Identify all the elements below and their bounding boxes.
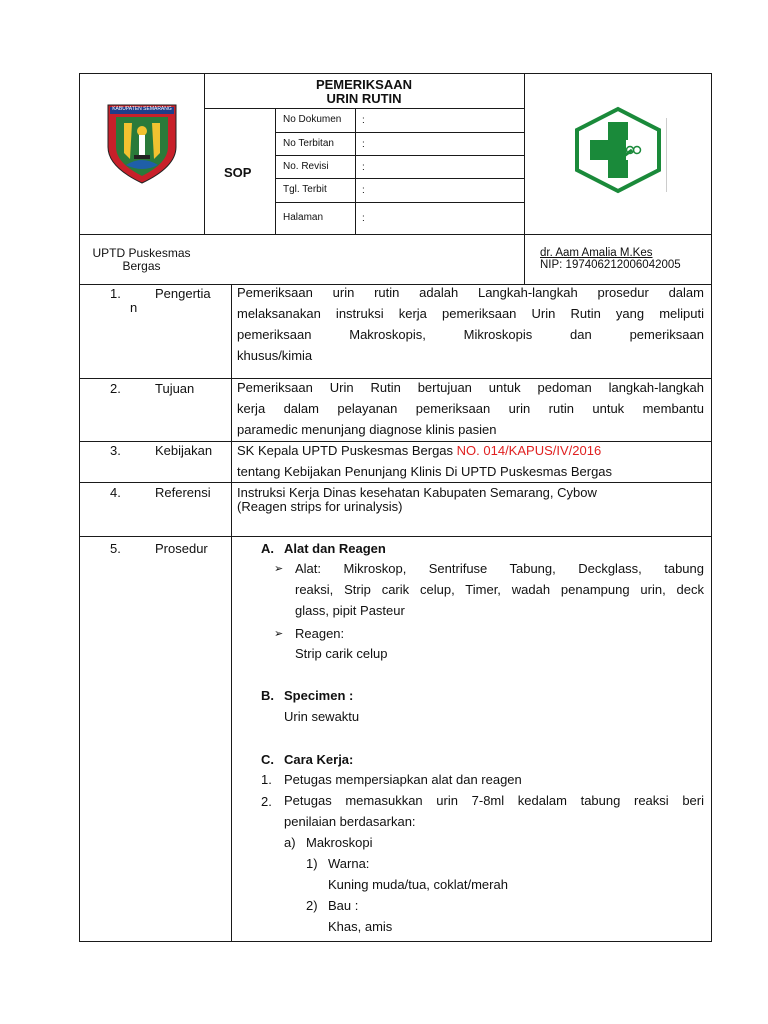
section-number-4: 4. — [110, 485, 121, 500]
section-number-5: 5. — [110, 541, 121, 556]
item-2-label: Bau : — [328, 898, 359, 913]
field-value-halaman: : — [362, 213, 365, 224]
sub-a-text: Makroskopi — [306, 835, 373, 850]
item-2-number: 2) — [306, 898, 318, 913]
kabupaten-semarang-logo — [106, 103, 178, 185]
field-label-no-terbitan: No Terbitan — [283, 138, 334, 149]
field-value-no-dokumen: : — [362, 115, 365, 126]
step-1-number: 1. — [261, 772, 272, 787]
field-row-line-4 — [275, 202, 524, 203]
document-title-line1: PEMERIKSAAN — [315, 77, 413, 92]
subsection-b-marker: B. — [261, 688, 274, 703]
document-title-line2: URIN RUTIN — [326, 91, 402, 106]
alat-line-2: reaksi, Strip carik celup, Timer, wadah penampung urin, deck — [295, 582, 704, 597]
step-1-text: Petugas mempersiapkan alat dan reagen — [284, 772, 522, 787]
subsection-b-title: Specimen : — [284, 688, 354, 703]
section-label-prosedur: Prosedur — [155, 541, 208, 556]
puskesmas-logo — [572, 106, 664, 194]
section-label-pengertian-2: n — [130, 300, 138, 315]
step-2-line-1: Petugas memasukkan urin 7-8ml kedalam tabung reaksi beri — [284, 793, 704, 808]
reagen-value: Strip carik celup — [295, 646, 388, 661]
tujuan-line-1: Pemeriksaan Urin Rutin bertujuan untuk pedoman langkah-langkah — [237, 380, 704, 395]
kebijakan-line-2: tentang Kebijakan Penunjang Klinis Di UPTD Puskesmas Bergas — [237, 464, 613, 479]
item-1-value: Kuning muda/tua, coklat/merah — [328, 877, 508, 892]
field-label-no-revisi: No. Revisi — [283, 161, 329, 172]
row-line-2 — [79, 441, 712, 442]
header-title-bottom — [204, 108, 524, 109]
step-2-line-2: penilaian berdasarkan: — [284, 814, 416, 829]
field-label-halaman: Halaman — [283, 212, 324, 223]
header-row-bottom — [79, 234, 712, 235]
pengertian-line-1: Pemeriksaan urin rutin adalah Langkah-langkah prosedur dalam — [237, 285, 704, 300]
sub-a-marker: a) — [284, 835, 296, 850]
section-number-2: 2. — [110, 381, 121, 396]
header-divider-right — [524, 73, 525, 284]
header-divider-sop — [275, 109, 276, 234]
kebijakan-line-1 — [237, 443, 601, 458]
section-number-3: 3. — [110, 443, 121, 458]
content-divider — [231, 284, 232, 942]
row-line-4 — [79, 536, 712, 537]
specimen-value: Urin sewaktu — [284, 709, 360, 724]
bullet-arrow-icon: ➢ — [274, 627, 284, 640]
alat-line-3: glass, pipit Pasteur — [295, 603, 405, 618]
field-row-line-2 — [275, 155, 524, 156]
pengertian-line-3: pemeriksaan Makroskopis, Mikroskopis dan pemeriksaan — [237, 327, 704, 342]
tujuan-line-3: paramedic menunjang diagnose klinis pasien — [237, 422, 497, 437]
item-2-value: Khas, amis — [328, 919, 393, 934]
logo-side-mark — [666, 118, 667, 192]
field-value-no-terbitan: : — [362, 139, 365, 150]
field-value-tgl-terbit: : — [362, 185, 365, 196]
org-name-line2: Bergas — [122, 259, 161, 273]
bullet-arrow-icon: ➢ — [274, 562, 284, 575]
signer-name: dr. Aam Amalia M.Kes — [540, 247, 653, 259]
kebijakan-sk-number: NO. 014/KAPUS/IV/2016 — [456, 443, 602, 458]
item-1-number: 1) — [306, 856, 318, 871]
field-label-no-dokumen: No Dokumen — [283, 114, 342, 125]
header-divider-fields — [355, 109, 356, 234]
tujuan-line-2: kerja dalam pelayanan pemeriksaan urin rutin untuk membantu — [237, 401, 704, 416]
section-number-1: 1. — [110, 286, 121, 301]
org-name-line1: UPTD Puskesmas — [92, 246, 191, 260]
field-row-line-3 — [275, 178, 524, 179]
step-2-number: 2. — [261, 794, 272, 809]
kebijakan-sk-text: SK Kepala UPTD Puskesmas Bergas — [237, 443, 457, 458]
signer-nip: NIP: 197406212006042005 — [540, 259, 681, 271]
referensi-line-2: (Reagen strips for urinalysis) — [237, 499, 403, 514]
pengertian-line-4: khusus/kimia — [237, 348, 313, 363]
logo-caption: KABUPATEN SEMARANG — [112, 106, 172, 112]
section-label-pengertian-1: Pengertia — [155, 286, 211, 301]
section-label-kebijakan: Kebijakan — [155, 443, 213, 458]
referensi-line-1: Instruksi Kerja Dinas kesehatan Kabupaten Semarang, Cybow — [237, 485, 597, 500]
sop-label: SOP — [224, 165, 252, 180]
alat-line-1: Alat: Mikroskop, Sentrifuse Tabung, Deckglass, tabung — [295, 561, 704, 576]
subsection-a-marker: A. — [261, 541, 274, 556]
pengertian-line-2: melaksanakan instruksi kerja pemeriksaan Urin Rutin yang meliputi — [237, 306, 704, 321]
subsection-a-title: Alat dan Reagen — [284, 541, 386, 556]
reagen-label: Reagen: — [295, 626, 345, 641]
field-label-tgl-terbit: Tgl. Terbit — [283, 184, 327, 195]
item-1-label: Warna: — [328, 856, 370, 871]
row-line-3 — [79, 482, 712, 483]
section-label-tujuan: Tujuan — [155, 381, 195, 396]
section-label-referensi: Referensi — [155, 485, 211, 500]
field-value-no-revisi: : — [362, 162, 365, 173]
field-row-line-1 — [275, 132, 524, 133]
subsection-c-title: Cara Kerja: — [284, 752, 354, 767]
subsection-c-marker: C. — [261, 752, 274, 767]
